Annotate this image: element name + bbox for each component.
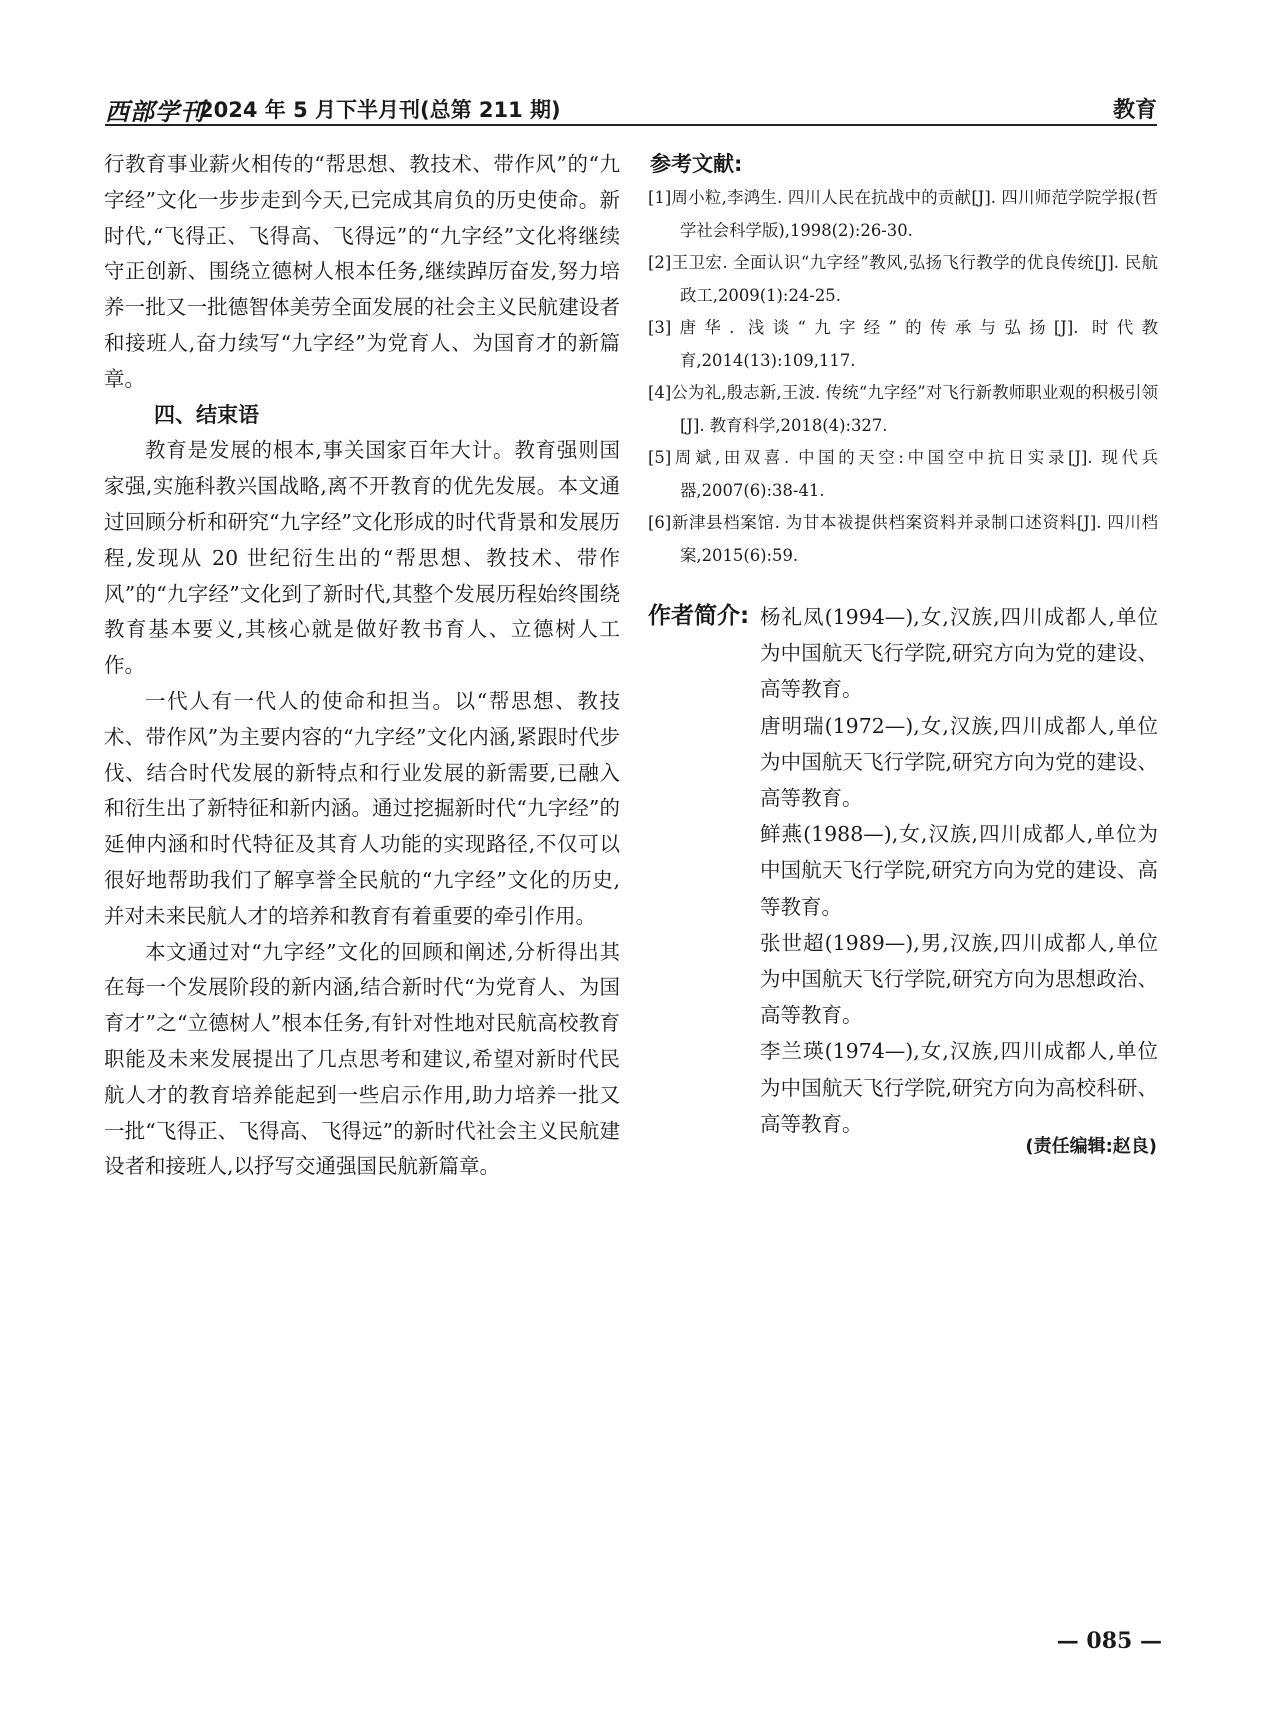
responsible-editor: (责任编辑:赵良) (1025, 1136, 1157, 1157)
reference-item: [2]王卫宏. 全面认识“九字经”教风,弘扬飞行教学的优良传统[J]. 民航政工,2009(1):24-25. (648, 253, 1158, 305)
page-header (105, 90, 1157, 124)
author-bio: 鲜燕(1988—),女,汉族,四川成都人,单位为中国航天飞行学院,研究方向为党的建设、高等教育。 (760, 822, 1158, 919)
section-heading: 四、结束语 (154, 402, 259, 427)
author-bio: 唐明瑞(1972—),女,汉族,四川成都人,单位为中国航天飞行学院,研究方向为党的建设、高等教育。 (760, 713, 1158, 811)
author-bio: 张世超(1989—),男,汉族,四川成都人,单位为中国航天飞行学院,研究方向为思想政治、高等教育。 (760, 930, 1158, 1028)
journal-logo: 西部学刊 (105, 97, 205, 126)
references-title: 参考文献: (650, 152, 743, 176)
body-paragraph: 本文通过对“九字经”文化的回顾和阐述,分析得出其在每一个发展阶段的新内涵,结合新时代“为党育人、为国育才”之“立德树人”根本任务,有针对性地对民航高校教育职能及未来发展提出了几点思考和建议,希望对新时代民航人才的教育培养能起到一些启示作用,助力培养一批又一批“飞得正、飞得高、飞得远”的新时代社会主义民航建设者和接班人,以抒写交通强国民航新篇章。 (104, 939, 620, 1179)
body-paragraph: 一代人有一代人的使命和担当。以“帮思想、教技术、带作风”为主要内容的“九字经”文化内涵,紧跟时代步伐、结合时代发展的新特点和行业发展的新需要,已融入和衍生出了新特征和新内涵。通过挖掘新时代“九字经”的延伸内涵和时代特征及其育人功能的实现路径,不仅可以很好地帮助我们了解享誉全民航的“九字经”文化的历史,并对未来民航人才的培养和教育有着重要的牵引作用。 (104, 688, 620, 928)
author-bio: 李兰瑛(1974—),女,汉族,四川成都人,单位为中国航天飞行学院,研究方向为高校科研、高等教育。 (760, 1039, 1158, 1136)
page-number: — 085 — (1056, 1628, 1162, 1654)
reference-item: [3]唐华. 浅谈“九字经”的传承与弘扬[J]. 时代教育,2014(13):109,117. (648, 318, 1158, 370)
continued-paragraph: 行教育事业薪火相传的“帮思想、教技术、带作风”的“九字经”文化一步步走到今天,已完成其肩负的历史使命。新时代,“飞得正、飞得高、飞得远”的“九字经”文化将继续守正创新、围绕立德树人根本任务,继续踔厉奋发,努力培养一批又一批德智体美劳全面发展的社会主义民航建设者和接班人,奋力续写“九字经”为党育人、为国育才的新篇章。 (104, 152, 620, 391)
reference-item: [4]公为礼,殷志新,王波. 传统“九字经”对飞行新教师职业观的积极引领[J]. 教育科学,2018(4):327. (648, 383, 1158, 435)
author-bio: 杨礼凤(1994—),女,汉族,四川成都人,单位为中国航天飞行学院,研究方向为党的建设、高等教育。 (760, 605, 1158, 702)
author-bio-label: 作者简介: (648, 603, 750, 629)
issue-info: 2024 年 5 月下半月刊(总第 211 期) (199, 98, 561, 122)
reference-item: [5]周斌,田双喜. 中国的天空:中国空中抗日实录[J]. 现代兵器,2007(6):38-41. (648, 448, 1158, 500)
reference-item: [1]周小粒,李鸿生. 四川人民在抗战中的贡献[J]. 四川师范学院学报(哲学社会科学版),1998(2):26-30. (648, 188, 1158, 240)
author-bio-list (760, 599, 1158, 1142)
header-divider (105, 124, 1157, 126)
references-section (648, 148, 1158, 572)
reference-list (648, 182, 1158, 572)
left-column (104, 147, 620, 1185)
section-name: 教育 (1112, 98, 1157, 123)
reference-item: [6]新津县档案馆. 为甘本祓提供档案资料并录制口述资料[J]. 四川档案,2015(6):59. (648, 513, 1158, 565)
body-paragraph: 教育是发展的根本,事关国家百年大计。教育强则国家强,实施科教兴国战略,离不开教育的优先发展。本文通过回顾分析和研究“九字经”文化形成的时代背景和发展历程,发现从 20 世纪衍生出的“帮思想、教技术、带作风”的“九字经”文化到了新时代,其整个发展历程始终围绕教育基本要义,其核心就是做好教书育人、立德树人工作。 (104, 438, 620, 678)
